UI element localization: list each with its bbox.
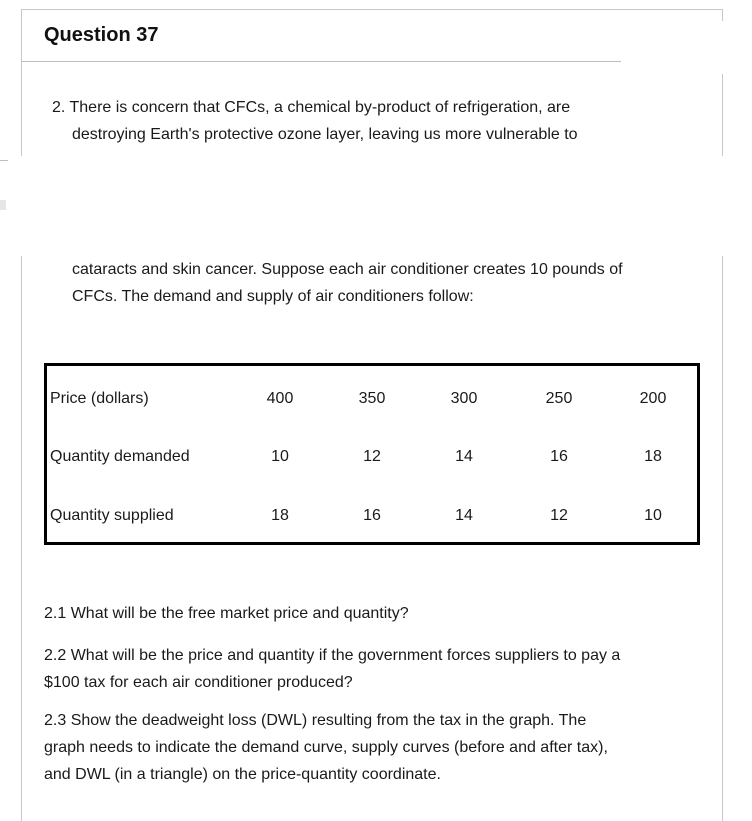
table-cell: 18 [271,507,289,524]
intro-line-2: destroying Earth's protective ozone layer, leaving us more vulnerable to [72,126,578,143]
table-cell: 14 [455,448,473,465]
frame-right-border-upper [722,74,723,156]
table-cell: 400 [266,390,294,407]
table-row-price [47,387,697,411]
question-2-2-line-1: 2.2 What will be the price and quantity if the government forces suppliers to pay a [44,647,621,664]
question-2-1: 2.1 What will be the free market price and quantity? [44,605,409,622]
table-row-quantity-supplied [47,504,697,528]
question-2-3-line-3: and DWL (in a triangle) on the price-quantity coordinate. [44,766,441,783]
table-cell: 10 [271,448,289,465]
question-2-2-line-2: $100 tax for each air conditioner produced? [44,674,353,691]
table-cell: 16 [550,448,568,465]
intro-line-3: cataracts and skin cancer. Suppose each air conditioner creates 10 pounds of [72,261,623,278]
frame-left-border-upper [21,62,22,156]
table-cell: 12 [550,507,568,524]
question-2-3-line-2: graph needs to indicate the demand curve, supply curves (before and after tax), [44,739,608,756]
frame-left-border-top [21,9,22,61]
edge-fragment [0,200,6,210]
table-cell: 18 [644,448,662,465]
row-label: Price (dollars) [50,390,149,407]
table-cell: 250 [545,390,573,407]
intro-line-4: CFCs. The demand and supply of air conditioners follow: [72,288,474,305]
header-divider [21,61,621,62]
frame-top-border [21,9,722,10]
frame-left-border-lower [21,256,22,821]
frame-right-border-lower [722,256,723,821]
question-title: Question 37 [44,24,159,46]
demand-supply-table [44,363,700,545]
row-label: Quantity supplied [50,507,174,524]
frame-right-border-top [722,9,723,21]
intro-line-1: 2. There is concern that CFCs, a chemical by-product of refrigeration, are [52,99,571,116]
table-cell: 350 [358,390,386,407]
question-2-3-line-1: 2.3 Show the deadweight loss (DWL) resulting from the tax in the graph. The [44,712,587,729]
table-cell: 16 [363,507,381,524]
table-cell: 10 [644,507,662,524]
table-cell: 12 [363,448,381,465]
table-row-quantity-demanded [47,445,697,469]
edge-fragment [0,160,8,161]
row-label: Quantity demanded [50,448,190,465]
table-cell: 300 [450,390,478,407]
table-cell: 14 [455,507,473,524]
table-cell: 200 [639,390,667,407]
